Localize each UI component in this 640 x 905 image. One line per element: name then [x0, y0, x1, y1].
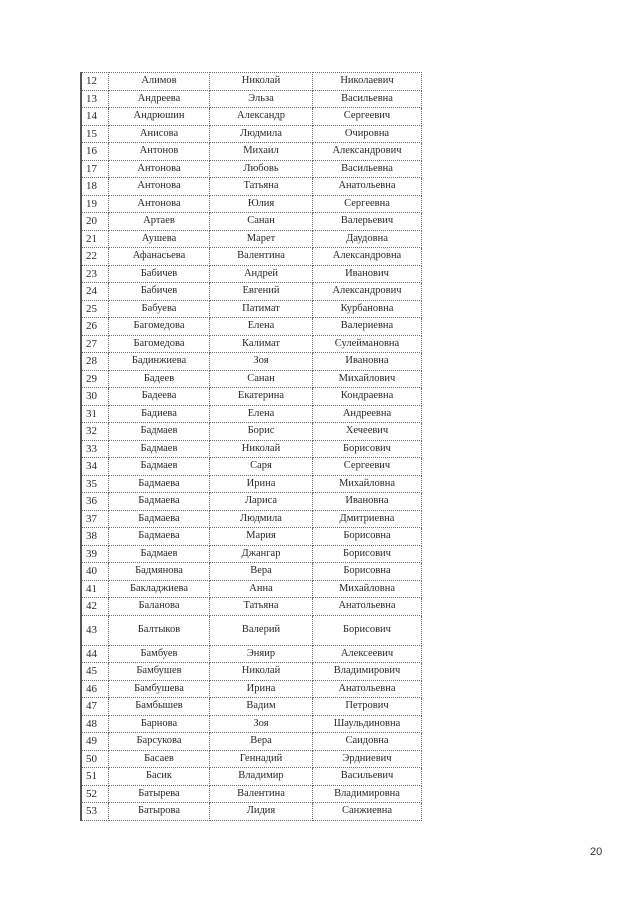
patronymic-cell: Курбановна [313, 300, 422, 318]
table-row [81, 370, 422, 388]
table-row [81, 195, 422, 213]
table-row [81, 733, 422, 751]
table-row [81, 160, 422, 178]
table-row [81, 803, 422, 821]
row-number-cell: 53 [81, 803, 109, 821]
last-name-cell: Антонова [109, 160, 210, 178]
patronymic-cell: Сергеевич [313, 458, 422, 476]
row-number-cell: 13 [81, 90, 109, 108]
last-name-cell: Басик [109, 768, 210, 786]
first-name-cell: Патимат [210, 300, 313, 318]
names-table-body [81, 73, 422, 821]
row-number-cell: 17 [81, 160, 109, 178]
patronymic-cell: Алексеевич [313, 645, 422, 663]
last-name-cell: Батырова [109, 803, 210, 821]
patronymic-cell: Шаульдиновна [313, 715, 422, 733]
first-name-cell: Ирина [210, 475, 313, 493]
row-number-cell: 15 [81, 125, 109, 143]
last-name-cell: Андреева [109, 90, 210, 108]
last-name-cell: Бадмаев [109, 545, 210, 563]
row-number-cell: 42 [81, 598, 109, 616]
row-number-cell: 50 [81, 750, 109, 768]
row-number-cell: 18 [81, 178, 109, 196]
row-number-cell: 31 [81, 405, 109, 423]
row-number-cell: 49 [81, 733, 109, 751]
first-name-cell: Зоя [210, 353, 313, 371]
patronymic-cell: Васильевич [313, 768, 422, 786]
table-row [81, 353, 422, 371]
patronymic-cell: Николаевич [313, 73, 422, 91]
patronymic-cell: Александровна [313, 248, 422, 266]
table-row [81, 768, 422, 786]
table-row [81, 663, 422, 681]
table-row [81, 598, 422, 616]
last-name-cell: Алимов [109, 73, 210, 91]
row-number-cell: 41 [81, 580, 109, 598]
first-name-cell: Зоя [210, 715, 313, 733]
row-number-cell: 48 [81, 715, 109, 733]
row-number-cell: 36 [81, 493, 109, 511]
last-name-cell: Бадмаева [109, 528, 210, 546]
last-name-cell: Аушева [109, 230, 210, 248]
table-row [81, 510, 422, 528]
page-number: 20 [590, 846, 603, 858]
last-name-cell: Бадиева [109, 405, 210, 423]
row-number-cell: 30 [81, 388, 109, 406]
last-name-cell: Бадмянова [109, 563, 210, 581]
table-row [81, 580, 422, 598]
last-name-cell: Артаев [109, 213, 210, 231]
patronymic-cell: Саидовна [313, 733, 422, 751]
patronymic-cell: Анатольевна [313, 178, 422, 196]
table-row [81, 248, 422, 266]
patronymic-cell: Борисовна [313, 528, 422, 546]
patronymic-cell: Михайловна [313, 475, 422, 493]
last-name-cell: Багомедова [109, 318, 210, 336]
last-name-cell: Бадеева [109, 388, 210, 406]
last-name-cell: Бабичев [109, 283, 210, 301]
first-name-cell: Мария [210, 528, 313, 546]
table-row [81, 265, 422, 283]
first-name-cell: Санан [210, 213, 313, 231]
row-number-cell: 44 [81, 645, 109, 663]
last-name-cell: Бамбуев [109, 645, 210, 663]
last-name-cell: Бакладжиева [109, 580, 210, 598]
row-number-cell: 25 [81, 300, 109, 318]
last-name-cell: Багомедова [109, 335, 210, 353]
first-name-cell: Людмила [210, 125, 313, 143]
first-name-cell: Вера [210, 563, 313, 581]
patronymic-cell: Михайлович [313, 370, 422, 388]
row-number-cell: 51 [81, 768, 109, 786]
row-number-cell: 14 [81, 108, 109, 126]
last-name-cell: Басаев [109, 750, 210, 768]
patronymic-cell: Ивановна [313, 493, 422, 511]
last-name-cell: Бадмаева [109, 493, 210, 511]
row-number-cell: 32 [81, 423, 109, 441]
first-name-cell: Анна [210, 580, 313, 598]
row-number-cell: 35 [81, 475, 109, 493]
patronymic-cell: Сергеевна [313, 195, 422, 213]
table-row [81, 750, 422, 768]
row-number-cell: 22 [81, 248, 109, 266]
first-name-cell: Лариса [210, 493, 313, 511]
row-number-cell: 26 [81, 318, 109, 336]
first-name-cell: Татьяна [210, 598, 313, 616]
patronymic-cell: Васильевна [313, 90, 422, 108]
first-name-cell: Александр [210, 108, 313, 126]
first-name-cell: Владимир [210, 768, 313, 786]
last-name-cell: Бадмаев [109, 440, 210, 458]
row-number-cell: 28 [81, 353, 109, 371]
last-name-cell: Бадмаев [109, 458, 210, 476]
table-row [81, 545, 422, 563]
names-table [80, 72, 422, 821]
first-name-cell: Эняир [210, 645, 313, 663]
patronymic-cell: Дмитриевна [313, 510, 422, 528]
first-name-cell: Валентина [210, 785, 313, 803]
last-name-cell: Бамбышев [109, 698, 210, 716]
row-number-cell: 29 [81, 370, 109, 388]
table-row [81, 715, 422, 733]
first-name-cell: Евгений [210, 283, 313, 301]
patronymic-cell: Петрович [313, 698, 422, 716]
table-row [81, 698, 422, 716]
table-row [81, 615, 422, 645]
last-name-cell: Бадмаева [109, 475, 210, 493]
first-name-cell: Николай [210, 663, 313, 681]
first-name-cell: Борис [210, 423, 313, 441]
first-name-cell: Михаил [210, 143, 313, 161]
row-number-cell: 21 [81, 230, 109, 248]
patronymic-cell: Иванович [313, 265, 422, 283]
last-name-cell: Бабуева [109, 300, 210, 318]
patronymic-cell: Хечеевич [313, 423, 422, 441]
patronymic-cell: Сергеевич [313, 108, 422, 126]
table-row [81, 125, 422, 143]
first-name-cell: Андрей [210, 265, 313, 283]
row-number-cell: 37 [81, 510, 109, 528]
first-name-cell: Татьяна [210, 178, 313, 196]
row-number-cell: 45 [81, 663, 109, 681]
first-name-cell: Марет [210, 230, 313, 248]
table-row [81, 283, 422, 301]
table-row [81, 785, 422, 803]
table-row [81, 388, 422, 406]
patronymic-cell: Анатольевна [313, 680, 422, 698]
row-number-cell: 34 [81, 458, 109, 476]
first-name-cell: Калимат [210, 335, 313, 353]
patronymic-cell: Александрович [313, 283, 422, 301]
last-name-cell: Афанасьева [109, 248, 210, 266]
last-name-cell: Бамбушева [109, 680, 210, 698]
table-row [81, 318, 422, 336]
row-number-cell: 23 [81, 265, 109, 283]
first-name-cell: Геннадий [210, 750, 313, 768]
table-row [81, 230, 422, 248]
patronymic-cell: Борисовна [313, 563, 422, 581]
table-row [81, 563, 422, 581]
row-number-cell: 52 [81, 785, 109, 803]
first-name-cell: Ирина [210, 680, 313, 698]
last-name-cell: Барнова [109, 715, 210, 733]
patronymic-cell: Борисович [313, 545, 422, 563]
last-name-cell: Батырева [109, 785, 210, 803]
last-name-cell: Бамбушев [109, 663, 210, 681]
table-row [81, 213, 422, 231]
table-row [81, 143, 422, 161]
first-name-cell: Эльза [210, 90, 313, 108]
table-row [81, 423, 422, 441]
table-row [81, 300, 422, 318]
table-row [81, 475, 422, 493]
patronymic-cell: Сулеймановна [313, 335, 422, 353]
row-number-cell: 33 [81, 440, 109, 458]
table-row [81, 405, 422, 423]
last-name-cell: Антонов [109, 143, 210, 161]
patronymic-cell: Анатольевна [313, 598, 422, 616]
patronymic-cell: Эрдниевич [313, 750, 422, 768]
table-row [81, 493, 422, 511]
row-number-cell: 24 [81, 283, 109, 301]
table-row [81, 178, 422, 196]
patronymic-cell: Владимирович [313, 663, 422, 681]
last-name-cell: Баланова [109, 598, 210, 616]
row-number-cell: 20 [81, 213, 109, 231]
last-name-cell: Бадинжиева [109, 353, 210, 371]
row-number-cell: 40 [81, 563, 109, 581]
first-name-cell: Николай [210, 440, 313, 458]
first-name-cell: Елена [210, 318, 313, 336]
patronymic-cell: Васильевна [313, 160, 422, 178]
first-name-cell: Санан [210, 370, 313, 388]
table-row [81, 335, 422, 353]
patronymic-cell: Владимировна [313, 785, 422, 803]
table-row [81, 458, 422, 476]
last-name-cell: Антонова [109, 178, 210, 196]
patronymic-cell: Санжиевна [313, 803, 422, 821]
patronymic-cell: Валериевна [313, 318, 422, 336]
patronymic-cell: Валерьевич [313, 213, 422, 231]
table-row [81, 645, 422, 663]
row-number-cell: 27 [81, 335, 109, 353]
last-name-cell: Бадмаева [109, 510, 210, 528]
last-name-cell: Бадеев [109, 370, 210, 388]
last-name-cell: Бадмаев [109, 423, 210, 441]
row-number-cell: 12 [81, 73, 109, 91]
patronymic-cell: Борисович [313, 615, 422, 645]
row-number-cell: 47 [81, 698, 109, 716]
patronymic-cell: Даудовна [313, 230, 422, 248]
table-row [81, 528, 422, 546]
last-name-cell: Бабичев [109, 265, 210, 283]
patronymic-cell: Андреевна [313, 405, 422, 423]
last-name-cell: Анисова [109, 125, 210, 143]
patronymic-cell: Борисович [313, 440, 422, 458]
patronymic-cell: Очировна [313, 125, 422, 143]
patronymic-cell: Ивановна [313, 353, 422, 371]
last-name-cell: Барсукова [109, 733, 210, 751]
first-name-cell: Людмила [210, 510, 313, 528]
row-number-cell: 19 [81, 195, 109, 213]
first-name-cell: Джангар [210, 545, 313, 563]
first-name-cell: Николай [210, 73, 313, 91]
first-name-cell: Екатерина [210, 388, 313, 406]
row-number-cell: 46 [81, 680, 109, 698]
first-name-cell: Елена [210, 405, 313, 423]
first-name-cell: Юлия [210, 195, 313, 213]
first-name-cell: Валерий [210, 615, 313, 645]
last-name-cell: Балтыков [109, 615, 210, 645]
last-name-cell: Антонова [109, 195, 210, 213]
first-name-cell: Саря [210, 458, 313, 476]
patronymic-cell: Александрович [313, 143, 422, 161]
table-row [81, 108, 422, 126]
first-name-cell: Вадим [210, 698, 313, 716]
patronymic-cell: Михайловна [313, 580, 422, 598]
last-name-cell: Андрюшин [109, 108, 210, 126]
table-row [81, 90, 422, 108]
first-name-cell: Вера [210, 733, 313, 751]
patronymic-cell: Кондраевна [313, 388, 422, 406]
first-name-cell: Валентина [210, 248, 313, 266]
table-row [81, 73, 422, 91]
table-row [81, 680, 422, 698]
row-number-cell: 38 [81, 528, 109, 546]
table-row [81, 440, 422, 458]
first-name-cell: Лидия [210, 803, 313, 821]
row-number-cell: 39 [81, 545, 109, 563]
first-name-cell: Любовь [210, 160, 313, 178]
row-number-cell: 43 [81, 615, 109, 645]
row-number-cell: 16 [81, 143, 109, 161]
